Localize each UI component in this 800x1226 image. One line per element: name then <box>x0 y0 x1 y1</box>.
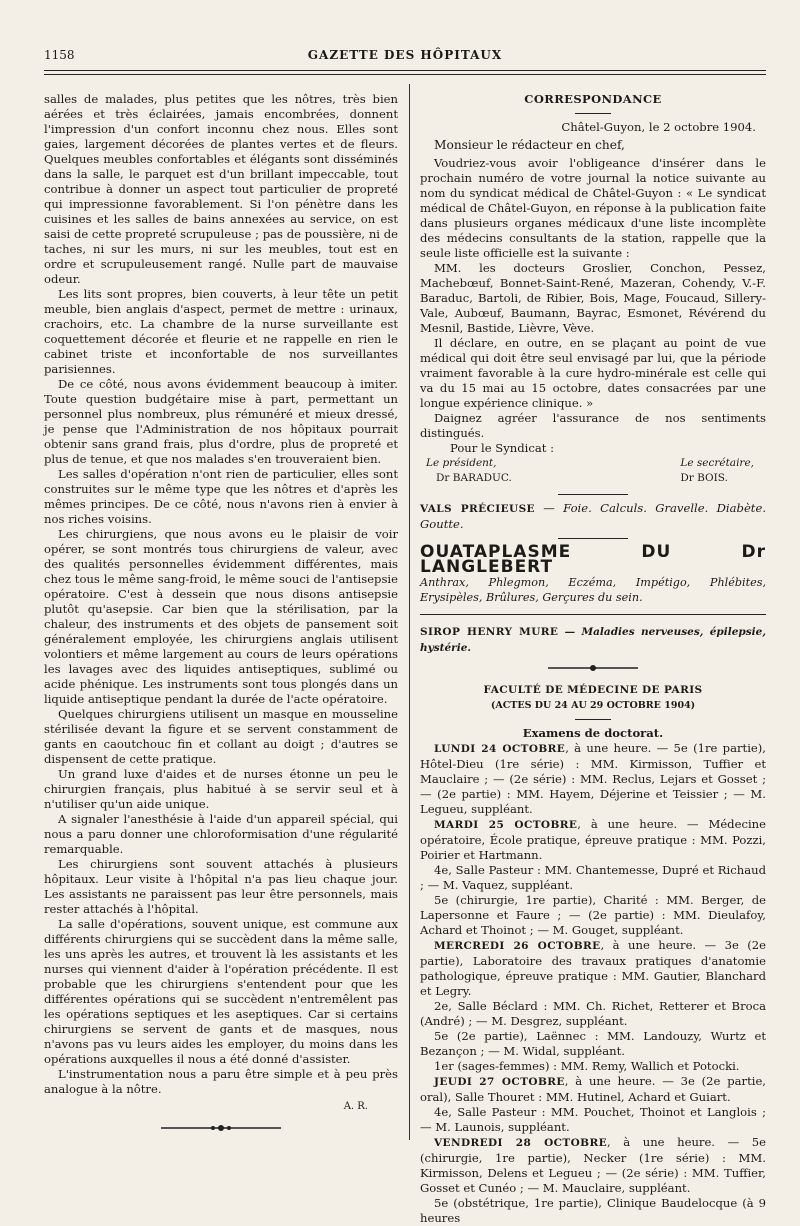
ad-vals-name: VALS PRÉCIEUSE <box>420 503 535 515</box>
exam-text: , à une heure. — 5e (chirurgie, 1re partie), Necker (1re série) : MM. Kirmisson, Delens et Legueu ; — (2e série) : MM. Tuffier, Gosset et Cunéo ; — M. Mauclaire, suppléant. <box>420 1135 766 1195</box>
exam-entry <box>420 1029 766 1059</box>
exam-entry <box>420 938 766 999</box>
exam-text: 5e (2e partie), Laënnec : MM. Landouzy, Wurtz et Bezançon ; — M. Widal, suppléant. <box>420 1029 766 1058</box>
exam-text: 1er (sages-femmes) : MM. Remy, Wallich et Potocki. <box>434 1059 740 1073</box>
exam-text: , à une heure. — Médecine opératoire, École pratique, épreuve pratique : MM. Pozzi, Poirier et Hartmann. <box>420 817 766 862</box>
ad-vals-precieuse <box>420 501 766 532</box>
paragraph: Daignez agréer l'assurance de nos sentiments distingués. <box>420 411 766 440</box>
exam-entry <box>420 741 766 817</box>
exam-day: VENDREDI 28 OCTOBRE <box>434 1137 607 1149</box>
ad-rule <box>420 614 766 615</box>
paragraph: Les lits sont propres, bien couverts, à leur tête un petit meuble, bien anglais d'aspect, permet de mettre : urinaux, crachoirs, etc. La chambre de la nurse surveillante est coquettement décorée et fleurie et ne rappelle en rien le cabinet triste et inconfortable de nos surveillantes parisiennes. <box>44 287 398 376</box>
paragraph: Quelques chirurgiens utilisent un masque en mousseline stérilisée devant la figure et se servent constamment de gants en caoutchouc fin et collant au doigt ; d'autres se dispensent de cette pratique. <box>44 707 398 766</box>
exam-text: 4e, Salle Pasteur : MM. Chantemesse, Dupré et Richaud ; — M. Vaquez, suppléant. <box>420 863 766 892</box>
page-number: 1158 <box>44 48 75 62</box>
exam-day: MARDI 25 OCTOBRE <box>434 819 578 831</box>
ad-sirop-name: SIROP HENRY MURE <box>420 626 559 638</box>
exam-text: 5e (obstétrique, 1re partie), Clinique Baudelocque (à 9 heures <box>420 1196 766 1225</box>
paragraph: Voudriez-vous avoir l'obligeance d'insérer dans le prochain numéro de votre journal la notice suivante au nom du syndicat médical de Châtel-Guyon : « Le syndicat médical de Châtel-Guyon, en réponse à la publication faite dans plusieurs organes médicaux d'une liste incomplète des médecins consultants de la station, rappelle que la seule liste officielle est la suivante : <box>420 156 766 260</box>
salutation: Monsieur le rédacteur en chef, <box>434 138 625 152</box>
president-label: Le président, <box>426 457 497 469</box>
signatories <box>420 456 766 486</box>
exams-title: Examens de doctorat. <box>522 726 664 740</box>
paragraph: Les salles d'opération n'ont rien de particulier, elles sont construites sur le même type que les nôtres et d'après les mêmes principes. De ce côté, nous n'avons rien à envier à nos riches voisins. <box>44 467 398 526</box>
short-rule <box>575 719 611 720</box>
header-rule <box>44 70 766 71</box>
paragraph: MM. les docteurs Groslier, Conchon, Pessez, Machebœuf, Bonnet-Saint-René, Mazeran, Cohendy, V.-F. Baraduc, Bartoli, de Ribier, Bois, Mage, Foucaud, Sillery-Vale, Aubœuf, Baumann, Bayrac, Esmonet, Révérend du Mesnil, Bastide, Lièvre, Vève. <box>420 261 766 335</box>
ad-vals-text: — Foie. Calculs. Gravelle. Diabète. Goutte. <box>420 501 767 531</box>
column-separator <box>409 84 410 1140</box>
header-rule-thin <box>44 74 766 75</box>
section-heading-correspondance: CORRESPONDANCE <box>524 92 662 106</box>
paragraph: Un grand luxe d'aides et de nurses étonne un peu le chirurgien français, plus habitué à se servir seul et à n'utiliser qu'un aide unique. <box>44 767 398 811</box>
right-column <box>420 92 766 1226</box>
exam-text: , à une heure. — 3e (2e partie, oral), Salle Thouret : MM. Hutinel, Achard et Guiart. <box>420 1074 766 1104</box>
section-heading-faculte: FACULTÉ DE MÉDECINE DE PARIS <box>483 684 703 696</box>
paragraph: salles de malades, plus petites que les nôtres, très bien aérées et très éclairées, jamais encombrées, donnent l'impression d'un confort inconnu chez nous. Elles sont gaies, largement décorées de plantes vertes et de fleurs. Quelques meubles confortables et élégants sont disséminés dans la salle, le parquet est d'un brillant impeccable, tout contribue à donner un aspect tout particulier de propreté qui impressionne favorablement. Si l'on pénètre dans les cuisines et les salles de bains annexées au service, on est saisi de cette propreté scrupuleuse ; pas de poussière, ni de taches, ni sur les murs, ni sur les meubles, tout est en ordre et scrupuleusement rangé. Nulle part de mauvaise odeur. <box>44 92 398 286</box>
exam-entry <box>420 1135 766 1196</box>
exam-text: 2e, Salle Béclard : MM. Ch. Richet, Retterer et Broca (André) ; — M. Desgrez, suppléant. <box>420 999 766 1028</box>
exam-day: MERCREDI 26 OCTOBRE <box>434 940 601 952</box>
exam-entry <box>420 817 766 863</box>
exam-entry <box>420 999 766 1029</box>
paragraph: Les chirurgiens sont souvent attachés à plusieurs hôpitaux. Leur visite à l'hôpital n'a pas lieu chaque jour. Les assistants ne paraissent pas leur être personnels, mais rester attachés à l'hôpital. <box>44 857 398 916</box>
secretary-label: Le secrétaire, <box>680 457 754 469</box>
ad-langlebert-title: OUATAPLASME DU Dr LANGLEBERT <box>420 542 766 577</box>
ornament-divider <box>420 662 766 677</box>
ad-sirop-text: — Maladies nerveuses, épilepsie, hystérie. <box>420 626 766 654</box>
exam-entry <box>420 863 766 893</box>
paragraph: L'instrumentation nous a paru être simple et à peu près analogue à la nôtre. <box>44 1067 398 1096</box>
ornament-divider <box>44 1122 398 1137</box>
exam-text: 4e, Salle Pasteur : MM. Pouchet, Thoinot et Langlois ; — M. Launois, suppléant. <box>420 1105 766 1134</box>
exam-day: JEUDI 27 OCTOBRE <box>434 1076 565 1088</box>
exam-entry <box>420 1105 766 1135</box>
exam-entry <box>420 893 766 938</box>
ad-sirop <box>420 624 766 656</box>
exam-text: 5e (chirurgie, 1re partie), Charité : MM. Berger, de Lapersonne et Faure ; — (2e partie) : MM. Dieulafoy, Achard et Thoinot ; — M. Gouget, suppléant. <box>420 893 766 937</box>
exam-entry <box>420 1196 766 1226</box>
exam-entry <box>420 1074 766 1105</box>
paragraph: De ce côté, nous avons évidemment beaucoup à imiter. Toute question budgétaire mise à part, permettant un personnel plus nombreux, plus rémunéré et mieux dressé, je pense que l'Administration de nos hôpitaux pourrait obtenir sans grand frais, plus d'ordre, plus de propreté et plus de tenue, et que nos malades s'en trouveraient bien. <box>44 377 398 466</box>
paragraph: Les chirurgiens, que nous avons eu le plaisir de voir opérer, se sont montrés tous chirurgiens de valeur, avec des qualités personnelles évidemment différentes, mais chez tous le même sang-froid, le même souci de l'antisepsie opératoire. C'est à dessein que nous disons antisepsie plutôt qu'asepsie. Car bien que la stérilisation, par la chaleur, des instruments et des objets de pansement soit généralement employée, les chirurgiens anglais utilisent volontiers et même largement au cours de leurs opérations les lavages avec des liquides antiseptiques, sublimé ou acide phénique. Les instruments sont tous plongés dans un liquide antiseptique pendant la durée de l'acte opératoire. <box>44 527 398 706</box>
exam-list <box>420 741 766 1226</box>
paragraph: Il déclare, en outre, en se plaçant au point de vue médical qui doit être seul envisagé par lui, que la période vraiment favorable à la cure hydro-minérale est celle qui va du 15 mai au 15 octobre, dates consacrées par une longue expérience clinique. » <box>420 336 766 410</box>
faculte-subheading: (ACTES DU 24 AU 29 OCTOBRE 1904) <box>490 700 696 711</box>
short-rule <box>575 113 611 114</box>
ad-langlebert-text: Anthrax, Phlegmon, Eczéma, Impétigo, Phlébites, Erysipèles, Brûlures, Gerçures du sein. <box>420 576 766 604</box>
exam-day: LUNDI 24 OCTOBRE <box>434 743 566 755</box>
short-rule <box>558 538 628 539</box>
dateline: Châtel-Guyon, le 2 octobre 1904. <box>561 120 756 134</box>
pour-le-syndicat: Pour le Syndicat : <box>450 441 555 455</box>
secretary-name: Dr BOIS. <box>680 472 728 484</box>
article-signature: A. R. <box>343 1101 368 1112</box>
president-name: Dr BARADUC. <box>436 472 512 484</box>
short-rule <box>558 494 628 495</box>
paragraph: La salle d'opérations, souvent unique, est commune aux différents chirurgiens qui se succèdent dans la même salle, les uns après les autres, et trouvent là les assistants et les nurses qui viennent d'aider à l'opération précédente. Il est probable que les chirurgiens s'entendent pour que les différentes opérations qui se succèdent n'entremêlent pas les opérations septiques et les aseptiques. Car si certains chirurgiens se servent de gants et de masques, nous n'avons pas vu leurs aides les employer, du moins dans les opérations auxquelles il nous a été donné d'assister. <box>44 917 398 1066</box>
exam-entry <box>420 1059 766 1074</box>
journal-title: GAZETTE DES HÔPITAUX <box>307 48 503 62</box>
exam-text: , à une heure. — 5e (1re partie), Hôtel-Dieu (1re série) : MM. Kirmisson, Tuffier et Mauclaire ; — (2e série) : MM. Reclus, Lejars et Gosset ; — (2e partie) : MM. Hayem, Déjerine et Teissier ; — M. Legueu, suppléant. <box>420 741 766 816</box>
paragraph: A signaler l'anesthésie à l'aide d'un appareil spécial, qui nous a paru donner une chloroformisation d'une régularité remarquable. <box>44 812 398 856</box>
exam-text: , à une heure. — 3e (2e partie), Laboratoire des travaux pratiques d'anatomie pathologique, épreuve pratique : MM. Gautier, Blanchard et Legry. <box>420 938 767 998</box>
page-header <box>44 48 766 70</box>
left-column <box>44 92 398 1137</box>
